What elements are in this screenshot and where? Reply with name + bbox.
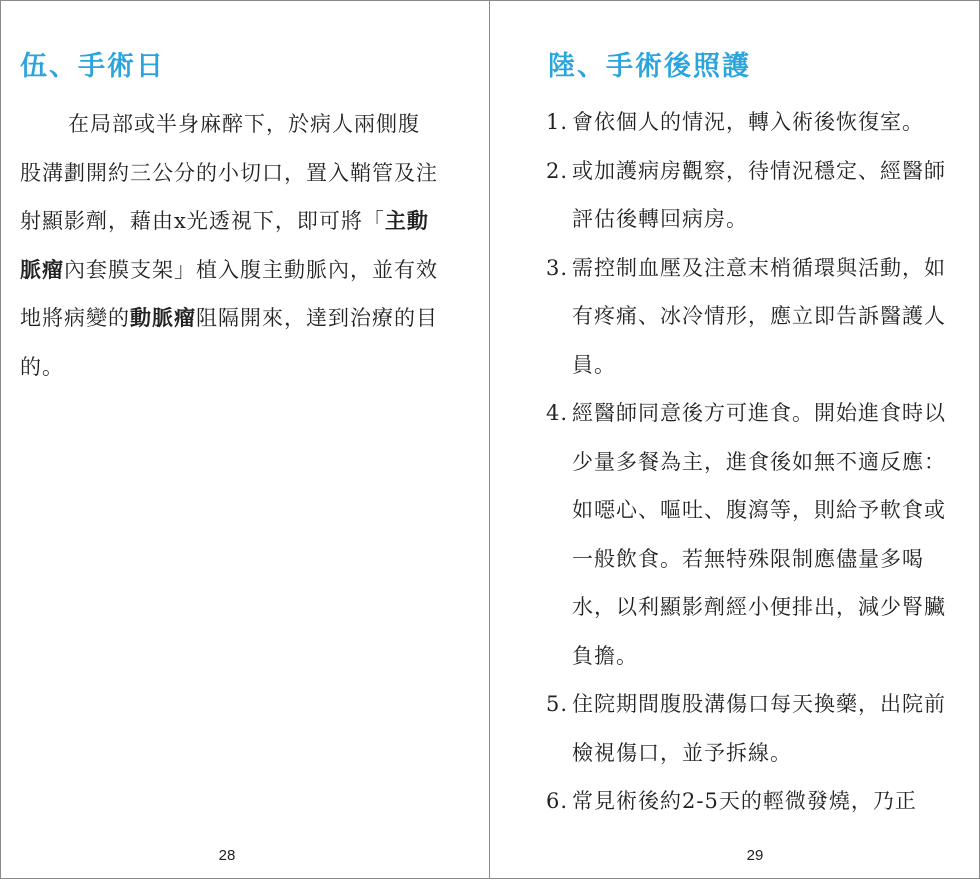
item-text: 住院期間腹股溝傷口每天換藥，出院前檢視傷口，並予拆線。	[572, 692, 946, 765]
section-heading-surgery-day: 伍、手術日	[20, 51, 165, 82]
right-page	[489, 0, 980, 879]
item-text: 經醫師同意後方可進食。開始進食時以少量多餐為主，進食後如無不適反應：如噁心、嘔吐、腹瀉等，則給予軟食或一般飲食。若無特殊限制應儘量多喝水，以利顯影劑經小便排出，減少腎臟負擔。	[572, 401, 946, 668]
bold-term-aortic-aneurysm: 主動脈瘤	[20, 209, 429, 282]
list-item	[546, 147, 964, 244]
item-number: 5.	[546, 692, 569, 716]
item-text: 或加護病房觀察，待情況穩定、經醫師評估後轉回病房。	[572, 158, 946, 231]
item-number: 4.	[546, 401, 569, 425]
item-number: 3.	[546, 255, 569, 280]
item-text: 常見術後約2-5天的輕微發燒，乃正	[572, 789, 917, 813]
section-heading-postop-care: 陸、手術後照護	[548, 51, 751, 82]
list-item	[546, 98, 964, 147]
item-number: 2.	[546, 158, 569, 183]
item-number: 1.	[546, 110, 569, 134]
list-item	[546, 777, 964, 826]
list-item	[546, 389, 964, 680]
bold-term-aneurysm: 動脈瘤	[130, 306, 196, 330]
left-page	[0, 0, 491, 879]
paragraph-text: 內套膜支架」植入腹主動脈內，並有效地將病變的	[20, 257, 438, 330]
list-item	[546, 244, 964, 390]
page-number: 28	[218, 847, 236, 864]
paragraph-text: 在局部或半身麻醉下，於病人兩側腹股溝劃開約三公分的小切口，置入鞘管及注射顯影劑，藉由x光透視下，即可將「	[20, 112, 438, 233]
item-text: 會依個人的情況，轉入術後恢復室。	[572, 110, 924, 134]
page-number: 29	[746, 847, 764, 864]
paragraph-text: 阻隔開來，達到治療的目的。	[20, 306, 438, 379]
postop-care-list	[546, 98, 964, 826]
list-item	[546, 680, 964, 777]
surgery-day-paragraph	[20, 100, 440, 391]
item-text: 需控制血壓及注意末梢循環與活動，如有疼痛、冰冷情形，應立即告訴醫護人員。	[572, 255, 946, 377]
item-number: 6.	[546, 789, 569, 813]
